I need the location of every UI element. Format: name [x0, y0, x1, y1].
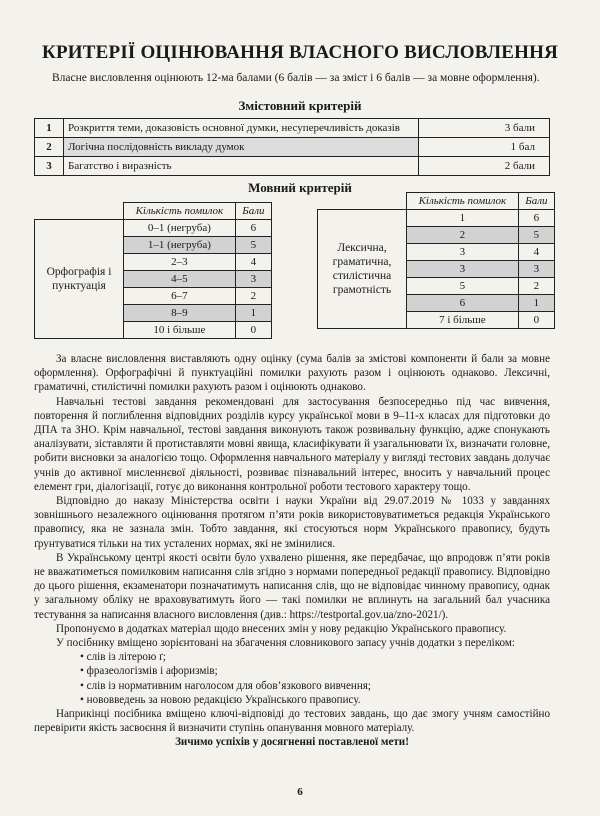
error-count: 2	[407, 227, 519, 244]
grammar-table	[317, 192, 555, 329]
error-count: 2–3	[124, 254, 236, 271]
criterion-description: Логічна послідовність викладу думок	[64, 138, 419, 157]
error-count: 6	[407, 295, 519, 312]
column-header: Бали	[518, 193, 554, 210]
error-count: 3	[407, 244, 519, 261]
error-count: 0–1 (негруба)	[124, 220, 236, 237]
error-count: 3	[407, 261, 519, 278]
paragraph: Відповідно до наказу Міністерства освіти і науки України від 29.07.2019 № 1033 у завданнях зовнішнього незалежного оцінювання протягом п’яти років використовуватиметься редакція Українського правопису, яка не зазнала змін. Тобто завдання, які стосуються норм Українського правопису, будуть ґрунтуватися тільки на тих усталених нормах, які не змінилися.	[34, 495, 550, 550]
column-header: Бали	[235, 203, 271, 220]
error-count: 5	[407, 278, 519, 295]
table-row	[35, 157, 550, 176]
points-value: 3	[518, 261, 554, 278]
points-value: 4	[235, 254, 271, 271]
row-number: 3	[35, 157, 64, 176]
appendix-list	[34, 650, 550, 707]
body-text	[34, 352, 550, 750]
points-value: 6	[518, 210, 554, 227]
category-label: Орфографія і пунктуація	[35, 220, 124, 339]
error-count: 1	[407, 210, 519, 227]
points-value: 6	[235, 220, 271, 237]
paragraph: Наприкінці посібника вміщено ключі-відповіді до тестових завдань, що дає змогу учням самостійно перевірити якість засвоєння й визначити ступінь опанування мовного матеріалу.	[34, 708, 550, 735]
points-value: 5	[518, 227, 554, 244]
column-header: Кількість помилок	[407, 193, 519, 210]
list-item: • фразеологізмів і афоризмів;	[80, 664, 550, 678]
criterion-points: 2 бали	[419, 157, 550, 176]
points-value: 1	[235, 305, 271, 322]
paragraph: Навчальні тестові завдання рекомендовані для застосування безпосередньо під час вивчення, повторення й поглиблення відповідних розділів курсу української мови в 9–11-х класах для підготовки до ДПА та ЗНО. Крім навчальної, тестові завдання виконують також розвивальну функцію, адже спонукають аналізувати, зіставляти й протиставляти мовні явища, класифікувати й узагальнювати їх, визначати головне, робити висновки за аналогією тощо. Оформлення навчального матеріалу у вигляді тестових завдань долучає учнів до активної мисленнєвої діяльності, розвиває пізнавальний інтерес, вносить у навчальний процес елемент гри, діалогізації, готує до виконання контрольної роботи тестового характеру тощо.	[34, 395, 550, 493]
points-value: 5	[235, 237, 271, 254]
list-item: • нововведень за новою редакцією Українського правопису.	[80, 693, 550, 707]
error-count: 4–5	[124, 271, 236, 288]
page-title: КРИТЕРІЇ ОЦІНЮВАННЯ ВЛАСНОГО ВИСЛОВЛЕННЯ	[42, 42, 558, 63]
category-label: Лексична, граматична, стилістична грамотність	[318, 210, 407, 329]
row-number: 1	[35, 119, 64, 138]
error-count: 8–9	[124, 305, 236, 322]
points-value: 3	[235, 271, 271, 288]
error-count: 1–1 (негруба)	[124, 237, 236, 254]
points-value: 0	[518, 312, 554, 329]
table-row	[35, 119, 550, 138]
points-value: 0	[235, 322, 271, 339]
paragraph: У посібнику вміщено зорієнтовані на збагачення словникового запасу учнів додатки з переліком:	[56, 637, 515, 650]
error-count: 6–7	[124, 288, 236, 305]
language-criterion-heading: Мовний критерій	[248, 180, 352, 195]
criterion-description: Розкриття теми, доказовість основної думки, несуперечливість доказів	[64, 119, 419, 138]
table-header-row	[318, 193, 555, 210]
criterion-description: Багатство і виразність	[64, 157, 419, 176]
paragraph: Пропонуємо в додатках матеріал щодо внесених змін у нову редакцію Українського правопису.	[56, 622, 507, 635]
table-header-row	[35, 203, 272, 220]
paragraph: За власне висловлення виставляють одну оцінку (сума балів за змістові компоненти й бали за мовне оформлення). Орфографічні й пунктуаційні помилки рахують разом і оцінюють однаково. Лексичні, граматичні, стилістичні помилки рахують разом і оцінюють однаково.	[34, 353, 550, 394]
column-header: Кількість помилок	[124, 203, 236, 220]
subtitle: Власне висловлення оцінюють 12-ма балами (6 балів — за зміст і 6 балів — за мовне оформлення).	[52, 72, 540, 84]
points-value: 4	[518, 244, 554, 261]
row-number: 2	[35, 138, 64, 157]
table-row	[35, 138, 550, 157]
error-count: 10 і більше	[124, 322, 236, 339]
points-value: 2	[235, 288, 271, 305]
points-value: 1	[518, 295, 554, 312]
orthography-table	[34, 202, 272, 339]
list-item: • слів із літерою ґ;	[80, 650, 550, 664]
table-row	[318, 210, 555, 227]
closing-wish: Зичимо успіхів у досягненні поставленої мети!	[175, 736, 409, 749]
criterion-points: 1 бал	[419, 138, 550, 157]
list-item: • слів із нормативним наголосом для обов’язкового вивчення;	[80, 679, 550, 693]
paragraph: В Українському центрі якості освіти було ухвалено рішення, яке передбачає, що впродовж п’яти років не вважатиметься помилковим написання слів згідно з нормами попередньої редакції правопису. Відповідно до цього рішення, екзаменатори позначатимуть написання слів, що не відповідає чинному правопису, однак у загальному обліку не враховуватимуть його — такі помилки не вплинуть на загальний бал учасника тестування за написання власного висловлення (див.: https://testportal.gov.ua/zno-2021/).	[34, 551, 550, 621]
page-number: 6	[297, 786, 303, 798]
points-value: 2	[518, 278, 554, 295]
content-criterion-table	[34, 118, 550, 176]
error-count: 7 і більше	[407, 312, 519, 329]
content-criterion-heading: Змістовний критерій	[238, 98, 362, 113]
criterion-points: 3 бали	[419, 119, 550, 138]
table-row	[35, 220, 272, 237]
